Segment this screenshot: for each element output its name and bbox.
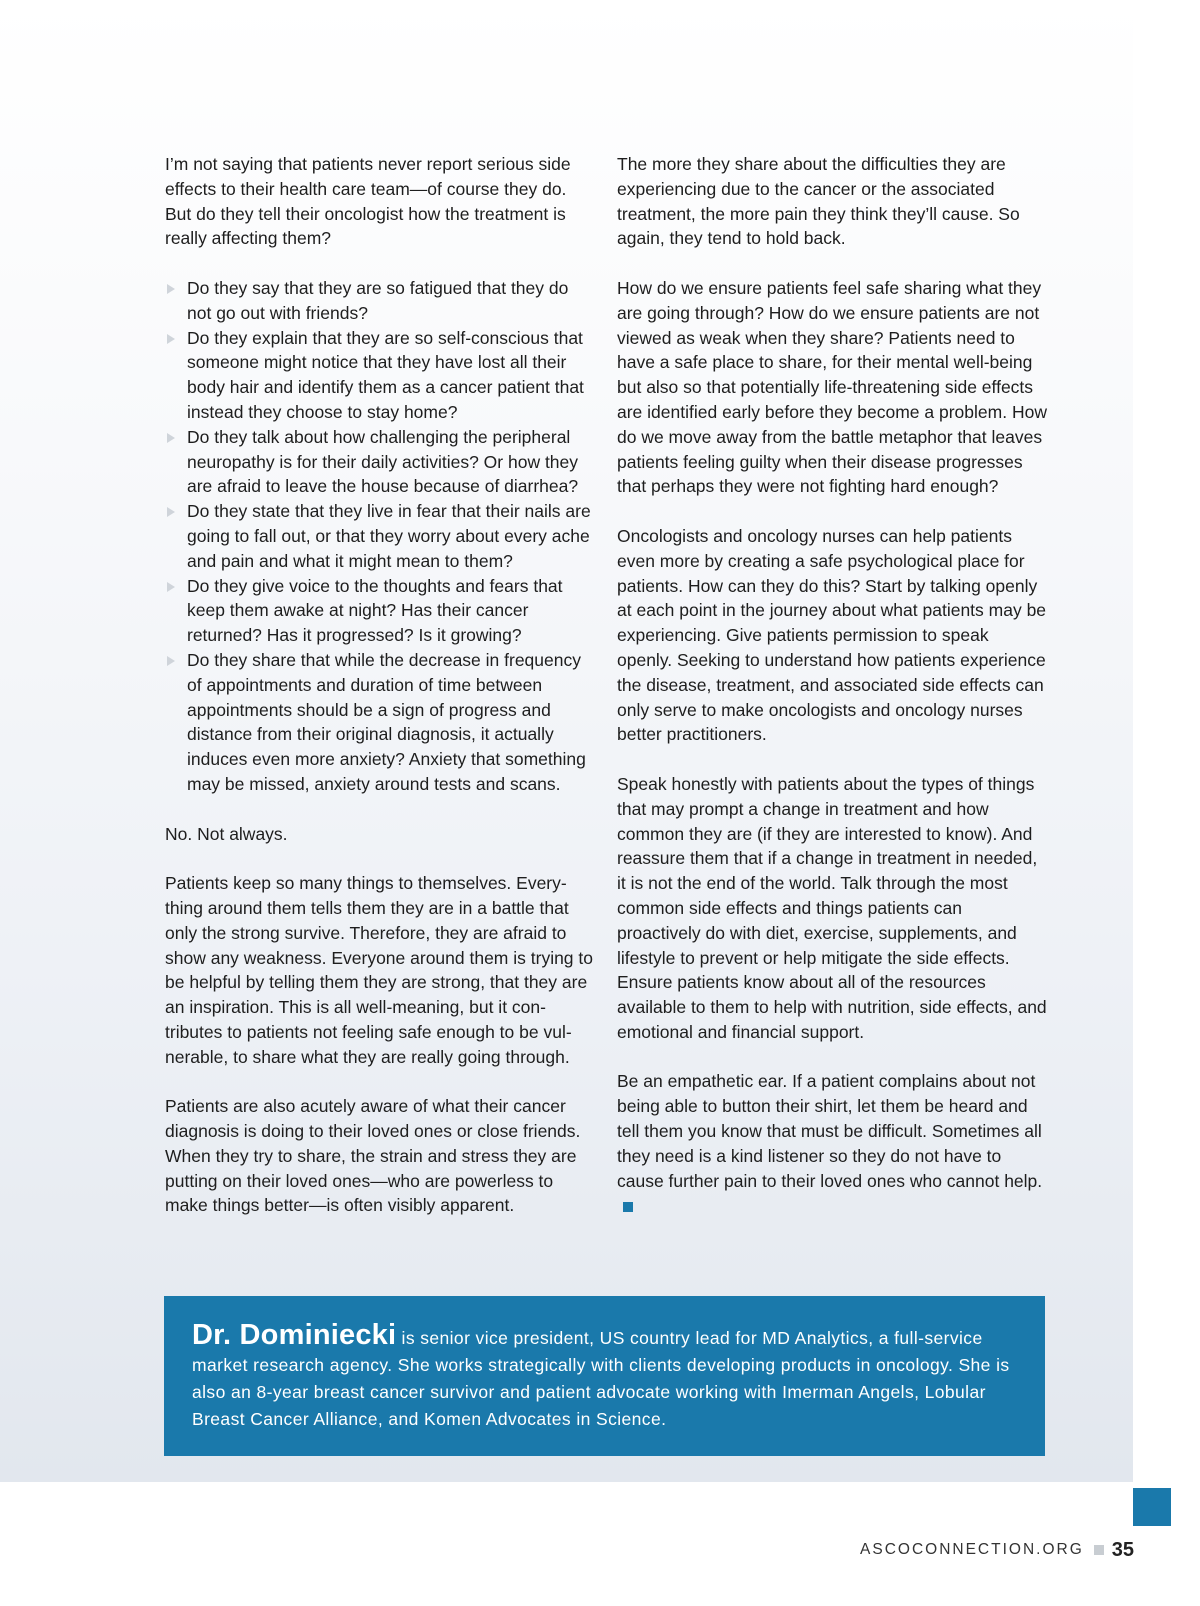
list-item: Do they explain that they are so self-conscious that someone might notice that they have lost all their body hair and identify them as a cancer patient that instead they choose to stay home?	[165, 326, 595, 425]
author-bio-text: is senior vice president, US country lead for MD Analytics, a full-service market research agency. She works strategically with clients developing products in oncology. She is also an 8-year breast cancer survivor and patient advocate working with Imerman Angels, Lobular Breast Cancer Alliance, and Komen Advocates in Science.	[192, 1328, 1010, 1429]
acutely-aware-paragraph: Patients are also acutely aware of what their cancer diagnosis is doing to their loved ones or close friends. When they try to share, the strain and stress they are putting on their loved ones—who are powerless to make things better—is often visibly apparent.	[165, 1096, 581, 1216]
list-item: Do they state that they live in fear that their nails are going to fall out, or that they worry about every ache and pain and what it might mean to them?	[165, 499, 595, 573]
accent-corner-square	[1133, 1488, 1171, 1526]
bullet-arrow-icon	[167, 334, 175, 344]
question-list	[165, 276, 595, 797]
keep-to-themselves-paragraph: Patients keep so many things to themselves. Everything around them tells them they are in a battle that only the strong survive. Therefore, they are afraid to show any weakness. Everyone around them is trying to be helpful by telling them they are strong, that they are an inspiration. This is all well-meaning, but it contributes to patients not feeling safe enough to be vulnerable, to share what they are really going through.	[165, 873, 593, 1067]
speak-honestly-paragraph: Speak honestly with patients about the types of things that may prompt a change in treatment and how common they are (if they are interested to know). And reassure them that if a change in treatment in needed, it is not the end of the world. Talk through the most common side effects and things patients can proactively do with diet, exercise, supplements, and lifestyle to prevent or help mitigate the side effects. Ensure patients know about all of the resources available to them to help with nutrition, side effects, and emotional and financial support.	[617, 773, 1047, 1042]
intro-paragraph: I’m not saying that patients never report serious side effects to their health care team—of course they do. But do they tell their oncologist how the treatment is really affecting them?	[165, 154, 571, 249]
list-item: Do they talk about how challenging the peripheral neuropathy is for their daily activities? Or how they are afraid to leave the house because of diarrhea?	[165, 425, 595, 499]
bullet-arrow-icon	[167, 433, 175, 443]
oncologists-paragraph: Oncologists and oncology nurses can help patients even more by creating a safe psychological place for patients. How can they do this? Start by talking openly at each point in the journey about what patients may be experiencing. Give patients permission to speak openly. Seeking to understand how patients experience the disease, treatment, and associated side effects can only serve to make oncologists and oncology nurses better practitioners.	[617, 525, 1047, 745]
list-item: Do they give voice to the thoughts and fears that keep them awake at night? Has their cancer returned? Has it progressed? Is it growing?	[165, 574, 595, 648]
bullet-arrow-icon	[167, 656, 175, 666]
list-item: Do they share that while the decrease in frequency of appointments and duration of time between appointments should be a sign of progress and distance from their original diagnosis, it actually induces even more anxiety? Anxiety that something may be missed, anxiety around tests and scans.	[165, 648, 595, 797]
feel-safe-paragraph: How do we ensure patients feel safe sharing what they are going through? How do we ensure patients are not viewed as weak when they share? Patients need to have a safe place to share, for their mental well-being but also so that potentially life-threatening side effects are identified early before they become a problem. How do we move away from the battle metaphor that leaves patients feeling guilty when their disease progresses that perhaps they were not fighting hard enough?	[617, 277, 1047, 497]
footer-site-link[interactable]: ASCOCONNECTION.ORG	[860, 1541, 1084, 1558]
author-name: Dr. Dominiecki	[192, 1319, 397, 1351]
not-always-paragraph: No. Not always.	[165, 823, 288, 844]
page-footer	[860, 1535, 1134, 1565]
footer-separator	[1094, 1545, 1104, 1555]
list-item: Do they say that they are so fatigued that they do not go out with friends?	[165, 276, 595, 326]
bullet-arrow-icon	[167, 582, 175, 592]
right-column	[617, 152, 1047, 1218]
left-column	[165, 152, 595, 1218]
page-number: 35	[1111, 1538, 1134, 1561]
bullet-arrow-icon	[167, 284, 175, 294]
empathetic-ear-paragraph: Be an empathetic ear. If a patient complains about not being able to button their shirt, let them be heard and tell them you know that must be difficult. Sometimes all they need is a kind listener so they do not have to cause further pain to their loved ones who cannot help.	[617, 1069, 1047, 1218]
end-of-article-mark	[623, 1202, 633, 1212]
author-bio-box	[164, 1296, 1045, 1456]
share-difficulties-paragraph: The more they share about the difficulties they are experiencing due to the cancer or the associated treatment, the more pain they think they’ll cause. So again, they tend to hold back.	[617, 154, 1020, 249]
bullet-arrow-icon	[167, 507, 175, 517]
